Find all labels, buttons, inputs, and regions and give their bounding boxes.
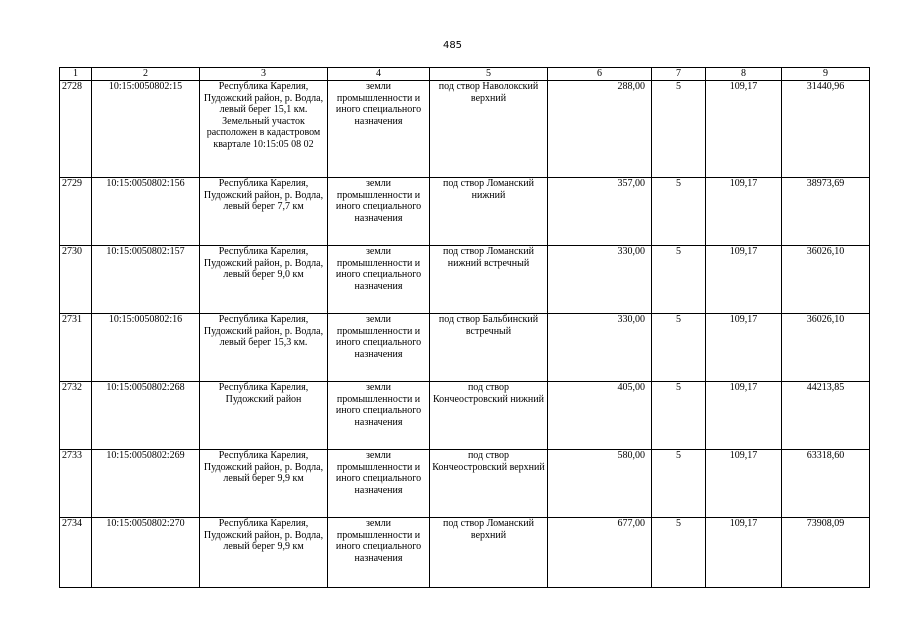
table-row <box>60 450 870 518</box>
table-row <box>60 382 870 450</box>
column-7-cell: 5 <box>652 382 706 450</box>
column-8-cell: 109,17 <box>706 178 782 246</box>
table-row <box>60 81 870 178</box>
land-category-cell: земли промышленности и иного специального назначения <box>328 450 430 518</box>
column-9-cell: 31440,96 <box>782 81 870 178</box>
purpose-cell: под створ Наволокский верхний <box>430 81 548 178</box>
location-cell: Республика Карелия, Пудожский район, р. Водла, левый берег 15,1 км. Земельный участок расположен в кадастровом квартале 10:15:05 08 02 <box>200 81 328 178</box>
row-number: 2728 <box>60 81 92 178</box>
purpose-cell: под створ Кончеостровский нижний <box>430 382 548 450</box>
location-cell: Республика Карелия, Пудожский район, р. Водла, левый берег 9,9 км <box>200 450 328 518</box>
column-header: 8 <box>706 68 782 81</box>
cadastral-number: 10:15:0050802:269 <box>92 450 200 518</box>
purpose-cell: под створ Ломанский верхний <box>430 518 548 588</box>
column-8-cell: 109,17 <box>706 382 782 450</box>
column-9-cell: 44213,85 <box>782 382 870 450</box>
column-7-cell: 5 <box>652 246 706 314</box>
cadastral-number: 10:15:0050802:268 <box>92 382 200 450</box>
land-category-cell: земли промышленности и иного специального назначения <box>328 81 430 178</box>
area-cell: 330,00 <box>548 314 652 382</box>
column-8-cell: 109,17 <box>706 314 782 382</box>
location-cell: Республика Карелия, Пудожский район, р. Водла, левый берег 7,7 км <box>200 178 328 246</box>
column-7-cell: 5 <box>652 518 706 588</box>
area-cell: 288,00 <box>548 81 652 178</box>
row-number: 2733 <box>60 450 92 518</box>
purpose-cell: под створ Бальбинский встречный <box>430 314 548 382</box>
column-header: 5 <box>430 68 548 81</box>
row-number: 2731 <box>60 314 92 382</box>
land-category-cell: земли промышленности и иного специального назначения <box>328 178 430 246</box>
area-cell: 405,00 <box>548 382 652 450</box>
land-category-cell: земли промышленности и иного специального назначения <box>328 314 430 382</box>
page-number: 485 <box>442 40 463 51</box>
column-9-cell: 63318,60 <box>782 450 870 518</box>
row-number: 2730 <box>60 246 92 314</box>
table-row <box>60 314 870 382</box>
location-cell: Республика Карелия, Пудожский район <box>200 382 328 450</box>
table-row <box>60 178 870 246</box>
column-8-cell: 109,17 <box>706 450 782 518</box>
row-number: 2732 <box>60 382 92 450</box>
column-header: 7 <box>652 68 706 81</box>
column-7-cell: 5 <box>652 450 706 518</box>
column-8-cell: 109,17 <box>706 518 782 588</box>
table-row <box>60 518 870 588</box>
land-category-cell: земли промышленности и иного специального назначения <box>328 246 430 314</box>
column-header: 9 <box>782 68 870 81</box>
column-header: 2 <box>92 68 200 81</box>
row-number: 2729 <box>60 178 92 246</box>
land-registry-table <box>59 67 870 588</box>
location-cell: Республика Карелия, Пудожский район, р. Водла, левый берег 9,0 км <box>200 246 328 314</box>
column-header: 1 <box>60 68 92 81</box>
purpose-cell: под створ Ломанский нижний <box>430 178 548 246</box>
cadastral-number: 10:15:0050802:156 <box>92 178 200 246</box>
column-7-cell: 5 <box>652 314 706 382</box>
column-header: 6 <box>548 68 652 81</box>
area-cell: 357,00 <box>548 178 652 246</box>
table-row <box>60 246 870 314</box>
cadastral-number: 10:15:0050802:15 <box>92 81 200 178</box>
land-category-cell: земли промышленности и иного специального назначения <box>328 518 430 588</box>
column-header: 3 <box>200 68 328 81</box>
cadastral-number: 10:15:0050802:157 <box>92 246 200 314</box>
cadastral-number: 10:15:0050802:16 <box>92 314 200 382</box>
column-7-cell: 5 <box>652 178 706 246</box>
column-header: 4 <box>328 68 430 81</box>
column-9-cell: 38973,69 <box>782 178 870 246</box>
column-9-cell: 73908,09 <box>782 518 870 588</box>
cadastral-number: 10:15:0050802:270 <box>92 518 200 588</box>
purpose-cell: под створ Кончеостровский верхний <box>430 450 548 518</box>
area-cell: 677,00 <box>548 518 652 588</box>
land-category-cell: земли промышленности и иного специального назначения <box>328 382 430 450</box>
row-number: 2734 <box>60 518 92 588</box>
location-cell: Республика Карелия, Пудожский район, р. Водла, левый берег 9,9 км <box>200 518 328 588</box>
column-8-cell: 109,17 <box>706 81 782 178</box>
location-cell: Республика Карелия, Пудожский район, р. Водла, левый берег 15,3 км. <box>200 314 328 382</box>
column-9-cell: 36026,10 <box>782 314 870 382</box>
column-9-cell: 36026,10 <box>782 246 870 314</box>
header-row <box>60 68 870 81</box>
column-7-cell: 5 <box>652 81 706 178</box>
column-8-cell: 109,17 <box>706 246 782 314</box>
area-cell: 580,00 <box>548 450 652 518</box>
purpose-cell: под створ Ломанский нижний встречный <box>430 246 548 314</box>
area-cell: 330,00 <box>548 246 652 314</box>
